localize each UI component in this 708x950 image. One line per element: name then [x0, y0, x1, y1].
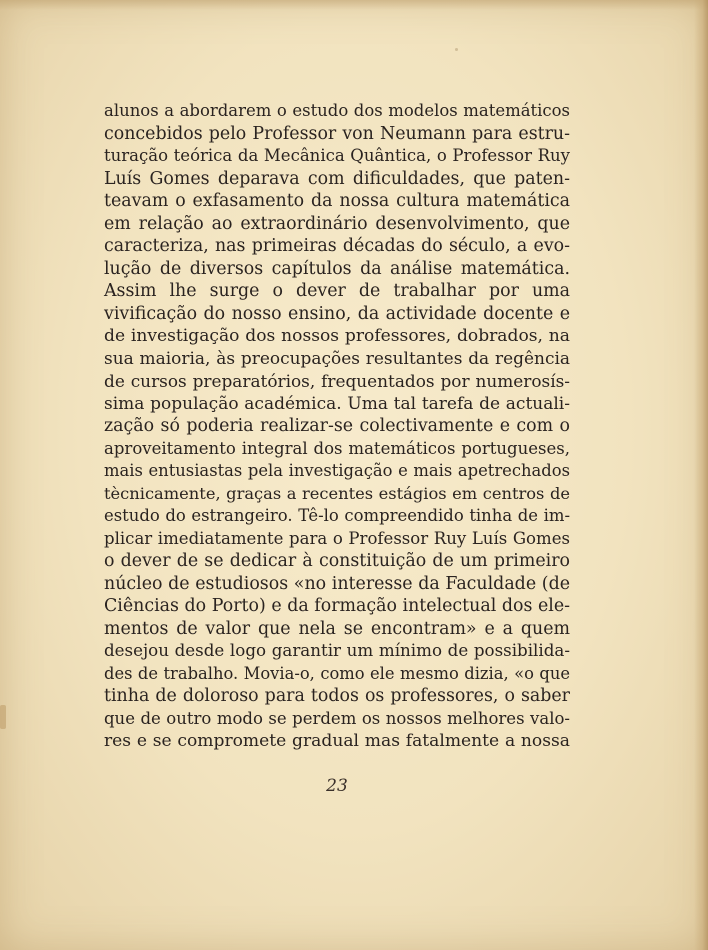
text-line: Luís Gomes deparava com dificuldades, que paten- — [104, 168, 570, 189]
text-line: turação teórica da Mecânica Quântica, o Professor Ruy — [104, 146, 570, 165]
text-line: núcleo de estudiosos «no interesse da Faculdade (de — [104, 573, 570, 594]
text-line: de cursos preparatórios, frequentados por numerosís- — [104, 371, 570, 391]
text-line: teavam o exfasamento da nossa cultura matemática — [104, 191, 570, 211]
text-line: vivificação do nosso ensino, da actividade docente e — [104, 303, 570, 324]
page-top-shadow — [0, 0, 708, 10]
text-line: zação só poderia realizar-se colectivamente e com o — [104, 416, 570, 436]
text-line: mentos de valor que nela se encontram» e a quem — [104, 618, 570, 639]
text-line: o dever de se dedicar à constituição de um primeiro — [104, 551, 570, 571]
text-line: alunos a abordarem o estudo dos modelos matemáticos — [104, 101, 570, 120]
text-line: desejou desde logo garantir um mínimo de possibilida- — [104, 641, 570, 660]
paper-speck — [455, 48, 458, 51]
text-line: concebidos pelo Professor von Neumann para estru- — [104, 123, 570, 144]
text-line: plicar imediatamente para o Professor Ruy Luís Gomes — [104, 528, 570, 548]
text-line: sua maioria, às preocupações resultantes da regência — [104, 348, 570, 369]
text-line: Assim lhe surge o dever de trabalhar por uma — [104, 281, 570, 301]
text-line: que de outro modo se perdem os nossos melhores valo- — [104, 708, 570, 728]
body-text — [104, 100, 570, 753]
paper-mark — [0, 705, 6, 729]
text-line: estudo do estrangeiro. Tê-lo compreendido tinha de im- — [104, 506, 570, 525]
text-line: des de trabalho. Movia-o, como ele mesmo dizia, «o que — [104, 663, 570, 683]
text-line: em relação ao extraordinário desenvolvimento, que — [104, 213, 570, 234]
text-line: sima população académica. Uma tal tarefa de actuali- — [104, 393, 570, 414]
text-line: aproveitamento integral dos matemáticos portugueses, — [104, 438, 570, 458]
text-line: Ciências do Porto) e da formação intelectual dos ele- — [104, 596, 570, 616]
text-line: res e se compromete gradual mas fatalmente a nossa — [104, 731, 570, 751]
text-line: tinha de doloroso para todos os professores, o saber — [104, 686, 570, 706]
text-line: mais entusiastas pela investigação e mais apetrechados — [104, 461, 570, 480]
page-number: 23 — [326, 776, 348, 796]
text-line: tècnicamente, graças a recentes estágios em centros de — [104, 483, 570, 503]
page-right-edge — [694, 0, 708, 950]
text-line: de investigação dos nossos professores, dobrados, na — [104, 326, 570, 346]
text-line: lução de diversos capítulos da análise matemática. — [104, 258, 570, 279]
text-line: caracteriza, nas primeiras décadas do século, a evo- — [104, 236, 570, 256]
